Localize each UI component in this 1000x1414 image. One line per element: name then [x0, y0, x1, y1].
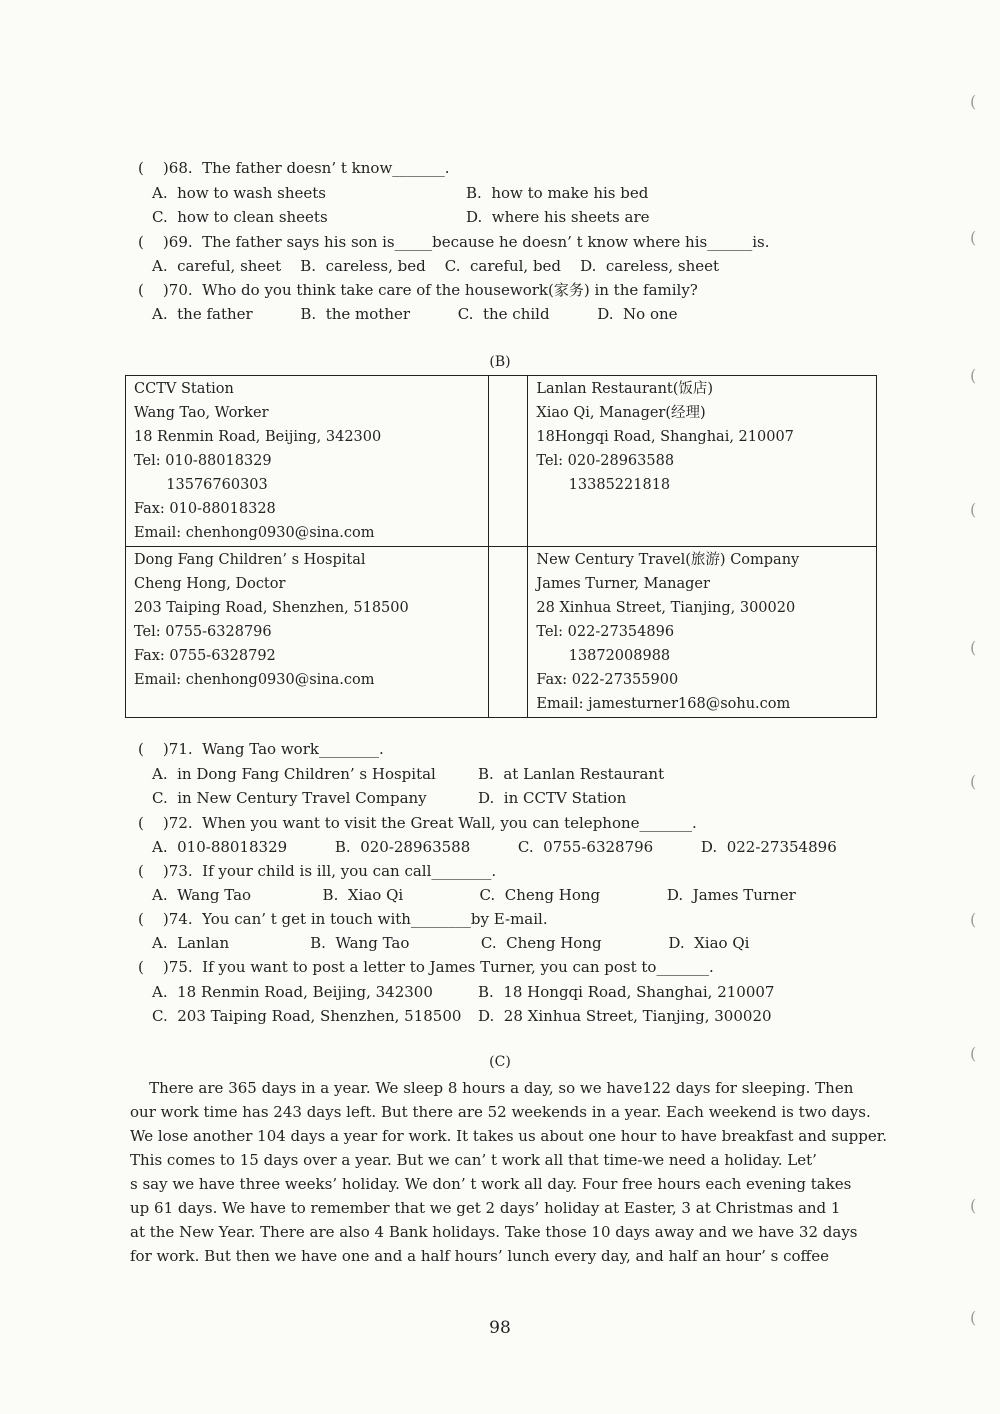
q71-option-a: A. in Dong Fang Children’ s Hospital — [152, 765, 436, 783]
margin-mark: ( — [970, 1196, 977, 1215]
q74-options: A. Lanlan B. Wang Tao C. Cheng Hong D. Xiao Qi — [152, 934, 750, 952]
question-73: ( )73. If your child is ill, you can call________. — [138, 862, 497, 880]
card-line: 13872008988 — [536, 648, 671, 664]
card-line: Email: chenhong0930@sina.com — [134, 672, 375, 688]
card-line: James Turner, Manager — [536, 576, 710, 592]
card-line: Fax: 022-27355900 — [536, 672, 679, 688]
card-line: Fax: 010-88018328 — [134, 501, 276, 517]
question-71: ( )71. Wang Tao work________. — [138, 740, 384, 758]
question-68: ( )68. The father doesn’ t know_______. — [138, 159, 450, 177]
q73-options: A. Wang Tao B. Xiao Qi C. Cheng Hong D. James Turner — [152, 886, 796, 904]
passage-line: at the New Year. There are also 4 Bank holidays. Take those 10 days away and we have 32 days — [130, 1223, 858, 1241]
card-line: Tel: 010-88018329 — [134, 453, 272, 469]
card-line: Fax: 0755-6328792 — [134, 648, 276, 664]
margin-mark: ( — [970, 1044, 977, 1063]
passage-line: s say we have three weeks’ holiday. We don’ t work all day. Four free hours each evening takes — [130, 1175, 852, 1193]
passage-line: our work time has 243 days left. But there are 52 weekends in a year. Each weekend is two days. — [130, 1103, 871, 1121]
passage-line: for work. But then we have one and a half hours’ lunch every day, and half an hour’ s coffee — [130, 1247, 829, 1265]
card-dong-fang-hospital — [126, 547, 489, 718]
card-line: 18 Renmin Road, Beijing, 342300 — [134, 429, 382, 445]
margin-mark: ( — [970, 772, 977, 791]
q68-option-c: C. how to clean sheets — [152, 208, 328, 226]
margin-mark: ( — [970, 1308, 977, 1327]
card-line: Tel: 020-28963588 — [536, 453, 675, 469]
card-line: Tel: 0755-6328796 — [134, 624, 272, 640]
card-line: 13576760303 — [134, 477, 268, 493]
card-line: Cheng Hong, Doctor — [134, 576, 286, 592]
section-b-title: (B) — [489, 354, 511, 370]
margin-mark: ( — [970, 500, 977, 519]
card-line: Xiao Qi, Manager(经理) — [536, 405, 706, 421]
q70-options: A. the father B. the mother C. the child D. No one — [152, 305, 678, 323]
passage-line: There are 365 days in a year. We sleep 8 hours a day, so we have122 days for sleeping. Then — [130, 1079, 854, 1097]
card-cctv-station — [126, 376, 489, 547]
card-line: 28 Xinhua Street, Tianjing, 300020 — [536, 600, 796, 616]
question-75: ( )75. If you want to post a letter to James Turner, you can post to_______. — [138, 958, 714, 976]
card-line: Email: chenhong0930@sina.com — [134, 525, 375, 541]
card-line: 203 Taiping Road, Shenzhen, 518500 — [134, 600, 409, 616]
q75-option-d: D. 28 Xinhua Street, Tianjing, 300020 — [478, 1007, 772, 1025]
q68-option-b: B. how to make his bed — [466, 184, 649, 202]
q72-options: A. 010-88018329 B. 020-28963588 C. 0755-6328796 D. 022-27354896 — [152, 838, 837, 856]
q71-option-b: B. at Lanlan Restaurant — [478, 765, 665, 783]
card-line: 18Hongqi Road, Shanghai, 210007 — [536, 429, 794, 445]
card-line: Email: jamesturner168@sohu.com — [536, 696, 791, 712]
margin-mark: ( — [970, 638, 977, 657]
card-line: CCTV Station — [134, 381, 234, 397]
margin-mark: ( — [970, 228, 977, 247]
q68-option-d: D. where his sheets are — [466, 208, 650, 226]
card-line: Lanlan Restaurant(饭店) — [536, 381, 714, 397]
q75-option-c: C. 203 Taiping Road, Shenzhen, 518500 — [152, 1007, 462, 1025]
margin-mark: ( — [970, 910, 977, 929]
passage-line: We lose another 104 days a year for work. It takes us about one hour to have breakfast and supper. — [130, 1127, 887, 1145]
passage-c — [130, 1076, 887, 1268]
question-74: ( )74. You can’ t get in touch with________by E-mail. — [138, 910, 548, 928]
question-72: ( )72. When you want to visit the Great Wall, you can telephone_______. — [138, 814, 697, 832]
q75-option-a: A. 18 Renmin Road, Beijing, 342300 — [152, 983, 433, 1001]
q69-options: A. careful, sheet B. careless, bed C. careful, bed D. careless, sheet — [152, 257, 720, 275]
q71-option-c: C. in New Century Travel Company — [152, 789, 427, 807]
card-lanlan-restaurant — [528, 376, 877, 547]
section-c-title: (C) — [489, 1054, 511, 1070]
question-69: ( )69. The father says his son is_____because he doesn’ t know where his______is. — [138, 233, 770, 251]
card-line: 13385221818 — [536, 477, 671, 493]
passage-line: up 61 days. We have to remember that we get 2 days’ holiday at Easter, 3 at Christmas and 1 — [130, 1199, 841, 1217]
card-gap — [489, 376, 528, 547]
page-number: 98 — [489, 1318, 511, 1338]
card-line: Tel: 022-27354896 — [536, 624, 675, 640]
margin-mark: ( — [970, 92, 977, 111]
card-line: Wang Tao, Worker — [134, 405, 269, 421]
margin-mark: ( — [970, 366, 977, 385]
card-gap — [489, 547, 528, 718]
card-new-century-travel — [528, 547, 877, 718]
q71-option-d: D. in CCTV Station — [478, 789, 627, 807]
q68-option-a: A. how to wash sheets — [152, 184, 327, 202]
card-line: Dong Fang Children’ s Hospital — [134, 552, 366, 568]
card-line: New Century Travel(旅游) Company — [536, 552, 800, 568]
q75-option-b: B. 18 Hongqi Road, Shanghai, 210007 — [478, 983, 775, 1001]
passage-line: This comes to 15 days over a year. But we can’ t work all that time-we need a holiday. Let’ — [130, 1151, 817, 1169]
business-cards-table — [125, 375, 877, 718]
question-70: ( )70. Who do you think take care of the housework(家务) in the family? — [138, 281, 698, 299]
